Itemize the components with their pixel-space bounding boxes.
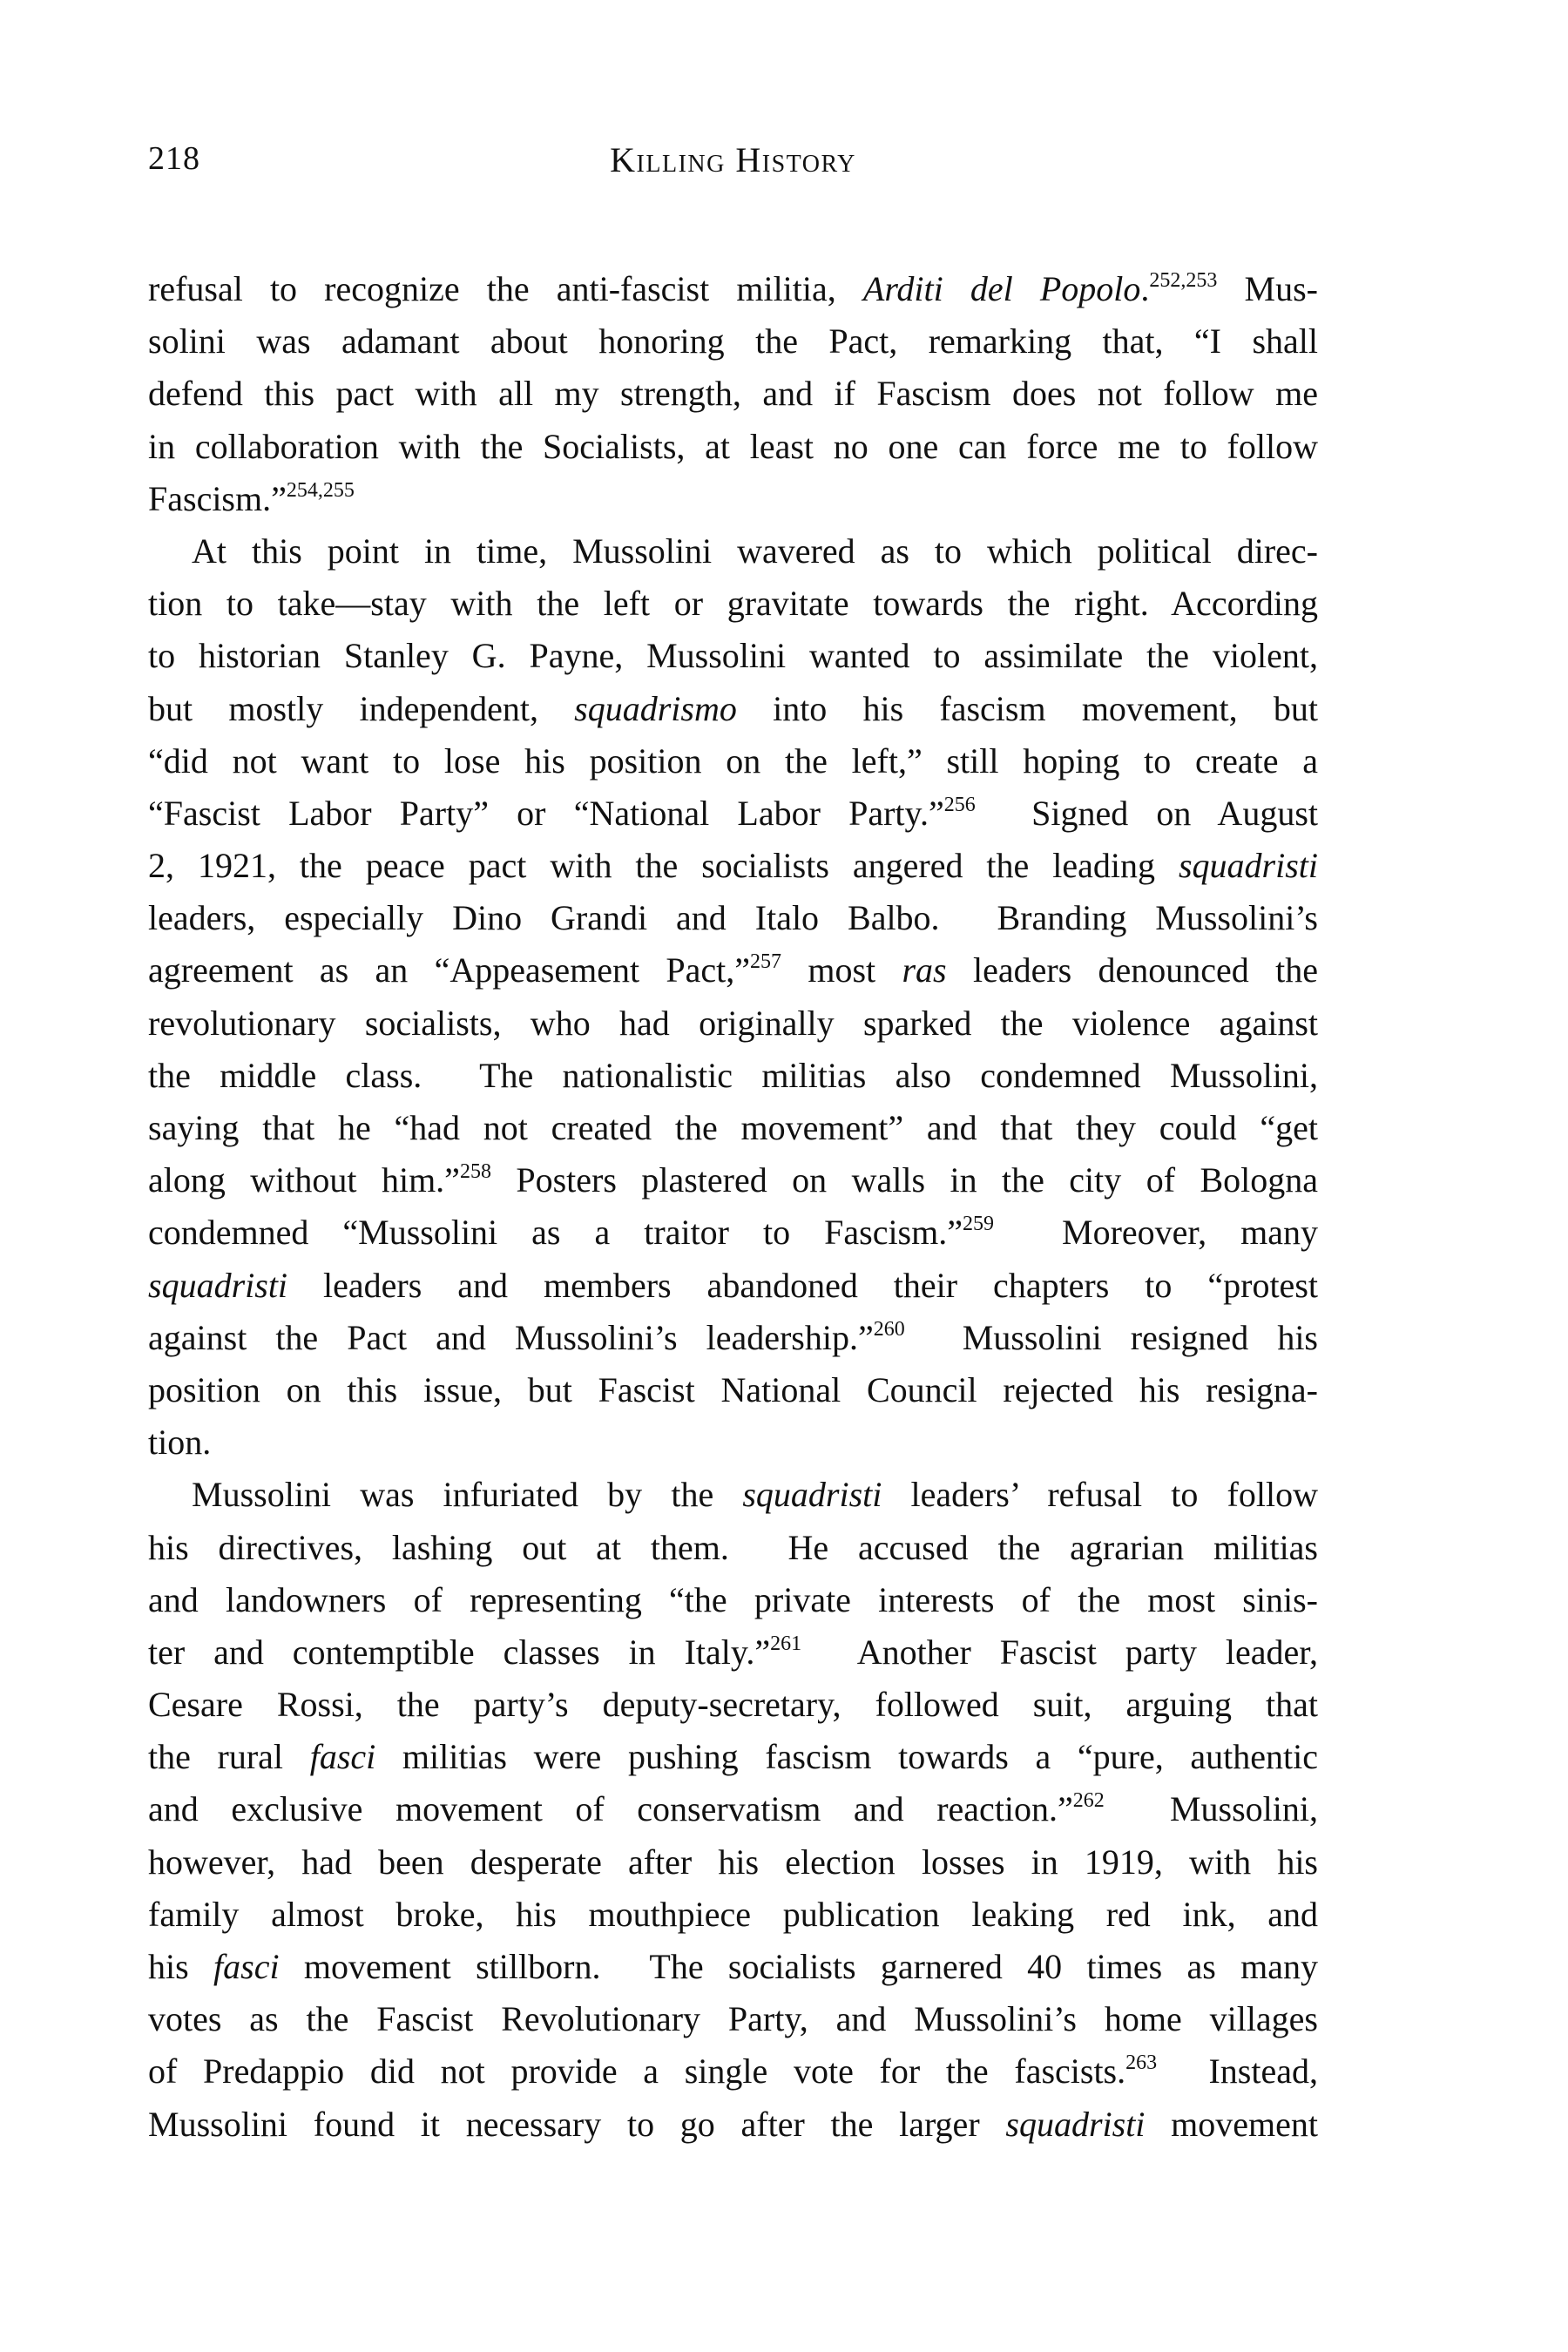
text-line <box>148 525 1318 578</box>
italic-term: squadristi <box>1005 2104 1146 2144</box>
text-line <box>148 2045 1318 2098</box>
text-run: of Predappio did not provide a single vote for the fascists. <box>148 2051 1126 2092</box>
text-run: leaders, especially Dino Grandi and Italo Balbo. Branding Mussolini’s <box>148 898 1318 938</box>
text-run: Mussolini was infuriated by the <box>192 1475 743 1515</box>
text-line <box>148 1312 1318 1364</box>
text-line <box>148 892 1318 944</box>
text-run: along without him.” <box>148 1160 460 1200</box>
text-run: Posters plastered on walls in the city of Bologna <box>490 1160 1319 1200</box>
footnote-reference: 262 <box>1072 1789 1105 1813</box>
text-run: Fascism.” <box>148 478 287 518</box>
text-run: revolutionary socialists, who had originally sparked the violence against <box>148 1003 1318 1043</box>
text-run: against the Pact and Mussolini’s leadership.” <box>148 1317 874 1357</box>
footnote-reference: 254,255 <box>286 478 355 502</box>
text-line <box>148 1364 1318 1416</box>
text-line <box>148 315 1318 368</box>
page-number: 218 <box>148 140 200 177</box>
text-line <box>148 1626 1318 1679</box>
text-run: Signed on August <box>975 793 1318 833</box>
text-run: solini was adamant about honoring the Pact, remarking that, “I shall <box>148 321 1318 362</box>
footnote-reference: 259 <box>963 1213 994 1236</box>
footnote-reference: 261 <box>770 1632 802 1655</box>
text-run: ter and contemptible classes in Italy.” <box>148 1632 771 1672</box>
text-run: leaders and members abandoned their chapters to “protest <box>287 1265 1318 1305</box>
text-run: Another Fascist party leader, <box>801 1632 1318 1672</box>
text-run: “Fascist Labor Party” or “National Labor Party.” <box>148 793 944 833</box>
text-run: but mostly independent, <box>148 688 575 728</box>
text-run: defend this pact with all my strength, and if Fascism does not follow me <box>148 374 1318 414</box>
text-run: Mussolini found it necessary to go after the larger <box>148 2104 1006 2144</box>
text-line <box>148 1941 1318 1993</box>
text-run: into his fascism movement, but <box>736 688 1318 728</box>
text-line <box>148 735 1318 787</box>
italic-term: squadristi <box>1178 846 1318 886</box>
italic-term: squadristi <box>742 1475 882 1515</box>
text-line <box>148 263 1318 315</box>
text-run: to historian Stanley G. Payne, Mussolini wanted to assimilate the violent, <box>148 636 1318 676</box>
text-line <box>148 578 1318 630</box>
footnote-reference: 256 <box>943 793 976 816</box>
text-run: . <box>1140 269 1150 308</box>
text-run: Mussolini resigned his <box>904 1317 1319 1357</box>
text-line <box>148 1522 1318 1574</box>
footnote-reference: 257 <box>750 950 782 974</box>
text-line <box>148 840 1318 892</box>
italic-term: squadristi <box>148 1265 288 1305</box>
text-run: leaders’ refusal to follow <box>882 1475 1318 1515</box>
text-run: family almost broke, his mouthpiece publication leaking red ink, and <box>148 1894 1318 1934</box>
text-run: Cesare Rossi, the party’s deputy-secretary, followed suit, arguing that <box>148 1685 1318 1725</box>
text-run: “did not want to lose his position on the left,” still hoping to create a <box>148 740 1318 781</box>
text-run: condemned “Mussolini as a traitor to Fascism.” <box>148 1213 963 1253</box>
text-line <box>148 1679 1318 1731</box>
text-line <box>148 1731 1318 1783</box>
running-head <box>148 139 1318 183</box>
text-line <box>148 1206 1318 1259</box>
text-line <box>148 997 1318 1050</box>
text-line <box>148 787 1318 840</box>
text-line <box>148 1574 1318 1626</box>
text-line <box>148 944 1318 997</box>
body-text <box>148 263 1318 2151</box>
text-run: movement stillborn. The socialists garnered 40 times as many <box>279 1947 1319 1986</box>
text-run: At this point in time, Mussolini wavered as to which political direc- <box>192 531 1318 571</box>
italic-term: squadrismo <box>574 688 737 728</box>
text-line <box>148 1993 1318 2045</box>
text-line <box>148 1783 1318 1835</box>
footnote-reference: 260 <box>873 1317 905 1341</box>
text-run: refusal to recognize the anti-fascist militia, <box>148 269 863 308</box>
text-line <box>148 368 1318 420</box>
text-run: his directives, lashing out at them. He accused the agrarian militias <box>148 1527 1318 1567</box>
text-line <box>148 1260 1318 1312</box>
text-line <box>148 421 1318 473</box>
text-run: movement <box>1145 2104 1318 2144</box>
running-title: Killing History <box>610 140 856 179</box>
footnote-reference: 258 <box>459 1160 491 1184</box>
text-run: however, had been desperate after his election losses in 1919, with his <box>148 1842 1318 1882</box>
text-run: tion. <box>148 1423 212 1463</box>
text-line <box>148 473 1318 525</box>
text-run: in collaboration with the Socialists, at least no one can force me to follow <box>148 426 1318 466</box>
text-run: votes as the Fascist Revolutionary Party, and Mussolini’s home villages <box>148 1999 1318 2039</box>
italic-term: Arditi del Popolo <box>862 269 1141 308</box>
text-line <box>148 1050 1318 1102</box>
text-line <box>148 2099 1318 2151</box>
text-run: his <box>148 1947 214 1986</box>
text-run: the middle class. The nationalistic militias also condemned Mussolini, <box>148 1055 1318 1095</box>
text-run: Mus- <box>1217 269 1318 308</box>
text-line <box>148 1889 1318 1941</box>
text-line <box>148 1836 1318 1889</box>
text-run: and landowners of representing “the private interests of the most sinis- <box>148 1579 1318 1619</box>
text-line <box>148 1154 1318 1206</box>
text-line <box>148 630 1318 682</box>
text-run: position on this issue, but Fascist National Council rejected his resigna- <box>148 1369 1318 1409</box>
text-run: most <box>781 950 902 990</box>
text-run: Mussolini, <box>1104 1789 1318 1829</box>
text-run: Instead, <box>1157 2051 1318 2092</box>
text-run: leaders denounced the <box>946 950 1318 990</box>
text-line <box>148 1416 1318 1469</box>
footnote-reference: 263 <box>1125 2051 1158 2075</box>
text-run: militias were pushing fascism towards a “pure, authentic <box>375 1737 1319 1777</box>
text-line <box>148 683 1318 735</box>
italic-term: fasci <box>213 1947 280 1986</box>
text-run: Moreover, many <box>994 1213 1318 1253</box>
text-run: and exclusive movement of conservatism and reaction.” <box>148 1789 1073 1829</box>
italic-term: ras <box>902 950 947 990</box>
text-run: agreement as an “Appeasement Pact,” <box>148 950 751 990</box>
italic-term: fasci <box>309 1737 376 1777</box>
footnote-reference: 252,253 <box>1149 269 1218 292</box>
text-run: the rural <box>148 1737 310 1777</box>
text-line <box>148 1102 1318 1154</box>
text-run: tion to take—stay with the left or gravitate towards the right. According <box>148 584 1318 624</box>
text-line <box>148 1469 1318 1521</box>
text-run: 2, 1921, the peace pact with the socialists angered the leading <box>148 846 1179 886</box>
text-run: saying that he “had not created the movement” and that they could “get <box>148 1108 1318 1147</box>
